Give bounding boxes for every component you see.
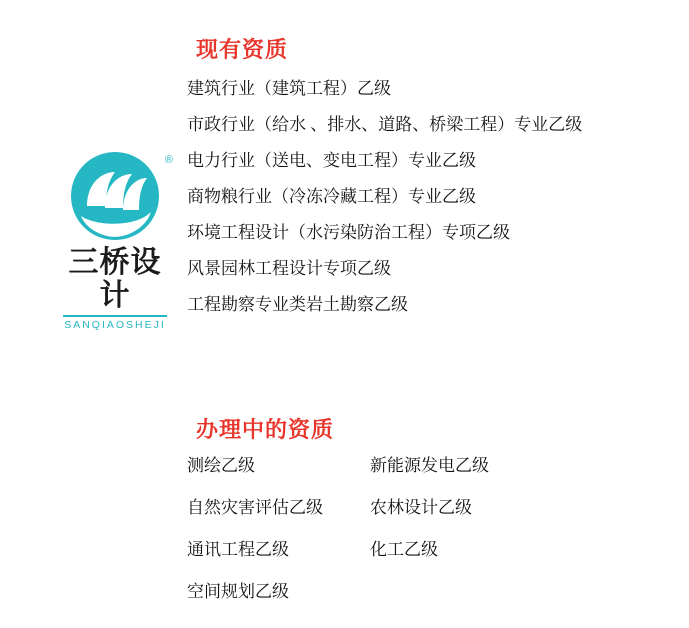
- grid-cell-right: 农林设计乙级: [370, 498, 472, 517]
- logo-divider: [63, 315, 167, 317]
- grid-cell-left: 空间规划乙级: [187, 582, 289, 601]
- section-title-existing: 现有资质: [196, 37, 289, 62]
- pending-qualifications-grid: [187, 455, 607, 623]
- grid-row: [187, 581, 607, 623]
- list-item: 环境工程设计（水污染防治工程）专项乙级: [187, 223, 510, 242]
- list-item: 电力行业（送电、变电工程）专业乙级: [187, 151, 476, 170]
- list-item: 市政行业（给水 、排水、道路、桥梁工程）专业乙级: [187, 115, 583, 134]
- grid-row: [187, 455, 607, 497]
- list-item: 建筑行业（建筑工程）乙级: [187, 79, 391, 98]
- section-title-pending: 办理中的资质: [196, 417, 335, 442]
- list-item: 商物粮行业（冷冻冷藏工程）专业乙级: [187, 187, 476, 206]
- existing-qualifications-list: [187, 78, 667, 330]
- grid-cell-left: 通讯工程乙级: [187, 540, 289, 559]
- grid-row: [187, 497, 607, 539]
- grid-cell-right: 化工乙级: [370, 540, 438, 559]
- wave-circle-icon: [61, 150, 169, 242]
- registered-trademark-icon: ®: [164, 154, 173, 166]
- list-item: 风景园林工程设计专项乙级: [187, 259, 391, 278]
- logo-mark: [61, 150, 173, 242]
- company-logo: [55, 150, 175, 331]
- logo-company-name: 三桥设计: [68, 246, 162, 312]
- logo-pinyin: SANQIAOSHEJI: [64, 319, 166, 331]
- grid-row: [187, 539, 607, 581]
- grid-cell-right: 新能源发电乙级: [370, 456, 489, 475]
- grid-cell-left: 自然灾害评估乙级: [187, 498, 323, 517]
- list-item: 工程勘察专业类岩土勘察乙级: [187, 295, 408, 314]
- grid-cell-left: 测绘乙级: [187, 456, 255, 475]
